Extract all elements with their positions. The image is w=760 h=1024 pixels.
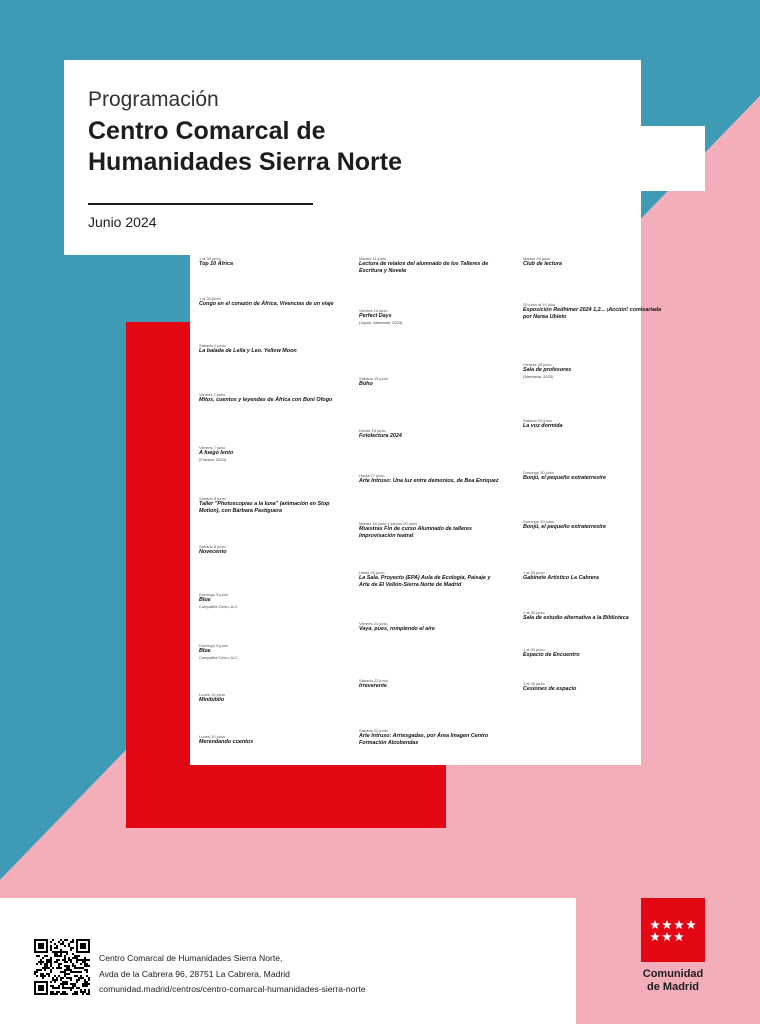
event-item (359, 570, 499, 588)
event-title: Exposición Redhimer 2024 1,2... ¡Acción! comisariada por Nerea Ubieto (523, 307, 662, 320)
event-date: Sábado 15 junio (359, 376, 388, 381)
page-title-line2: Humanidades Sierra Norte (88, 148, 402, 176)
stars-icon (641, 898, 705, 962)
event-note: (Japón, Alemania, 2023) (359, 319, 403, 325)
address-line-2: Avda de la Cabrera 96, 28751 La Cabrera, Madrid (99, 968, 290, 979)
qr-code-icon[interactable] (34, 939, 90, 995)
event-item (359, 308, 499, 325)
event-title: Bonjú, el pequeño extraterrestre (523, 475, 606, 481)
event-date: Viernes 7 junio (199, 392, 226, 397)
event-item (523, 418, 663, 430)
decorative-square (640, 126, 705, 191)
event-date: 1 al 30 junio (523, 681, 545, 686)
page-title-line1: Centro Comarcal de (88, 117, 326, 145)
event-item (523, 681, 663, 693)
event-item (359, 376, 499, 388)
event-item (523, 362, 663, 379)
event-item (199, 692, 339, 704)
event-title: Top 10 África (199, 261, 233, 267)
event-item (359, 256, 499, 274)
event-date: Sábado 1 junio (199, 343, 226, 348)
event-item (199, 256, 339, 268)
address-line-1: Centro Comarcal de Humanidades Sierra Norte, (99, 953, 283, 963)
event-item (359, 473, 499, 485)
header-kicker: Programación (88, 88, 219, 111)
month-label: Junio 2024 (88, 214, 157, 230)
event-date: 1 al 30 junio (199, 296, 221, 301)
event-title: Perfect Days (359, 313, 392, 319)
event-date: Sábado 8 junio (199, 544, 226, 549)
event-title: Club de lectura (523, 261, 562, 267)
event-item (523, 570, 663, 582)
event-title: Vaya, pues, rompiendo el aire (359, 626, 435, 632)
event-item (359, 728, 499, 746)
event-date: Lunes 10 junio (199, 734, 226, 739)
event-title: Sala de estudio alternativa a la Biblioteca (523, 615, 629, 621)
comunidad-madrid-logo (641, 898, 705, 962)
event-item (523, 470, 663, 482)
website-link[interactable]: comunidad.madrid/centros/centro-comarcal-humanidades-sierra-norte (99, 984, 366, 994)
logo-text-line1: Comunidad (642, 968, 704, 980)
event-title: Lectura de relatos del alumnado de los Talleres de Escritura y Novela (359, 261, 489, 274)
event-date: Viernes 28 junio (523, 362, 552, 367)
event-date: Martes 18 junio y jueves 20 junio (359, 521, 418, 526)
event-item (359, 428, 499, 440)
event-title: Merendando cuentos (199, 739, 254, 745)
header-divider (88, 203, 313, 205)
event-title: La Sala. Proyecto (EPA) Aula de Ecología, Paisaje y Arte de El Vellón-Sierra Norte de Madrid (359, 575, 491, 588)
event-item (523, 302, 663, 320)
event-date: Viernes 14 junio (359, 308, 388, 313)
event-item (523, 256, 663, 268)
event-note: Compañía Cerro, A.C. (199, 654, 239, 660)
event-title: Blue (199, 597, 211, 603)
event-title: Novecento (199, 549, 227, 555)
event-item (359, 678, 499, 690)
event-title: Espacio de Encuentro (523, 652, 580, 658)
event-title: Taller "Photoscopias a la luna" (animación en Stop Motion), con Bárbara Pastiguera (199, 501, 330, 514)
event-item (199, 343, 339, 355)
event-date: 1 al 30 junio (523, 647, 545, 652)
event-date: 1 al 30 junio (523, 610, 545, 615)
event-date: Sábado 8 junio (199, 496, 226, 501)
event-title: La balada de Leila y Leo. Yellow Moon (199, 348, 297, 354)
event-date: Domingo 9 junio (199, 643, 228, 648)
event-item (523, 519, 663, 531)
event-date: 1 al 30 junio (199, 256, 221, 261)
event-date: Sábado 22 junio (359, 728, 388, 733)
event-date: Sábado 29 junio (523, 418, 552, 423)
event-item (199, 392, 339, 404)
event-item (199, 544, 339, 556)
event-item (359, 621, 499, 633)
event-item (199, 734, 339, 746)
event-date: Lunes 10 junio (199, 692, 226, 697)
event-date: 1 al 30 junio (523, 570, 545, 575)
event-title: Irreverente (359, 683, 387, 689)
event-title: Búho (359, 381, 373, 387)
event-item (199, 643, 339, 660)
event-title: Muestras Fin de curso Alumnado de talleres Improvisación teatral (359, 526, 473, 539)
event-date: Viernes 21 junio (359, 621, 388, 626)
event-title: Blue (199, 648, 211, 654)
address-block (99, 951, 366, 998)
event-title: A fuego lento (199, 450, 234, 456)
event-item (199, 496, 339, 514)
event-note: (Francia, 2023) (199, 456, 227, 462)
event-title: Cesiones de espacio (523, 686, 577, 692)
event-title: Bonjú, el pequeño extraterrestre (523, 524, 606, 530)
event-date: Martes 11 junio (359, 256, 387, 261)
event-date: Domingo 30 junio (523, 470, 555, 475)
event-date: Domingo 30 junio (523, 519, 555, 524)
event-title: Mitos, cuentos y leyendas de África con Boni Ofogo (199, 397, 333, 403)
event-date: Domingo 9 junio (199, 592, 228, 597)
event-title: Arte Intruso: Arriesgadas, por Área Imagen Centro Formación Alcobendas (359, 733, 489, 746)
event-title: Gabinete Artístico La Cabrera (523, 575, 599, 581)
event-title: Fotolectura 2024 (359, 433, 402, 439)
event-date: 25 junio al 10 julio (523, 302, 556, 307)
event-item (359, 521, 499, 539)
event-item (199, 592, 339, 609)
logo-text-line2: de Madrid (647, 981, 699, 993)
event-date: Hasta 20 junio (359, 570, 385, 575)
event-date: Viernes 7 junio (199, 445, 226, 450)
event-title: Minibiblio (199, 697, 225, 703)
event-title: Arte Intruso: Una luz entre demonios, de Bea Enríquez (359, 478, 499, 484)
event-title: Congo en el corazón de África, Vivencias de un viaje (199, 301, 334, 307)
event-item (523, 647, 663, 659)
event-note: (Alemania, 2023) (523, 373, 554, 379)
logo-text (624, 968, 722, 994)
event-title: La voz dormida (523, 423, 563, 429)
event-item (199, 296, 339, 308)
event-date: Sábado 22 junio (359, 678, 388, 683)
page-title (88, 116, 402, 178)
event-date: Martes 25 junio (523, 256, 551, 261)
event-note: Compañía Cerro, A.C. (199, 603, 239, 609)
event-item (523, 610, 663, 622)
event-title: Sala de profesores (523, 367, 572, 373)
event-date: Desde 15 junio (359, 428, 386, 433)
event-item (199, 445, 339, 462)
event-date: Hasta 17 junio (359, 473, 385, 478)
